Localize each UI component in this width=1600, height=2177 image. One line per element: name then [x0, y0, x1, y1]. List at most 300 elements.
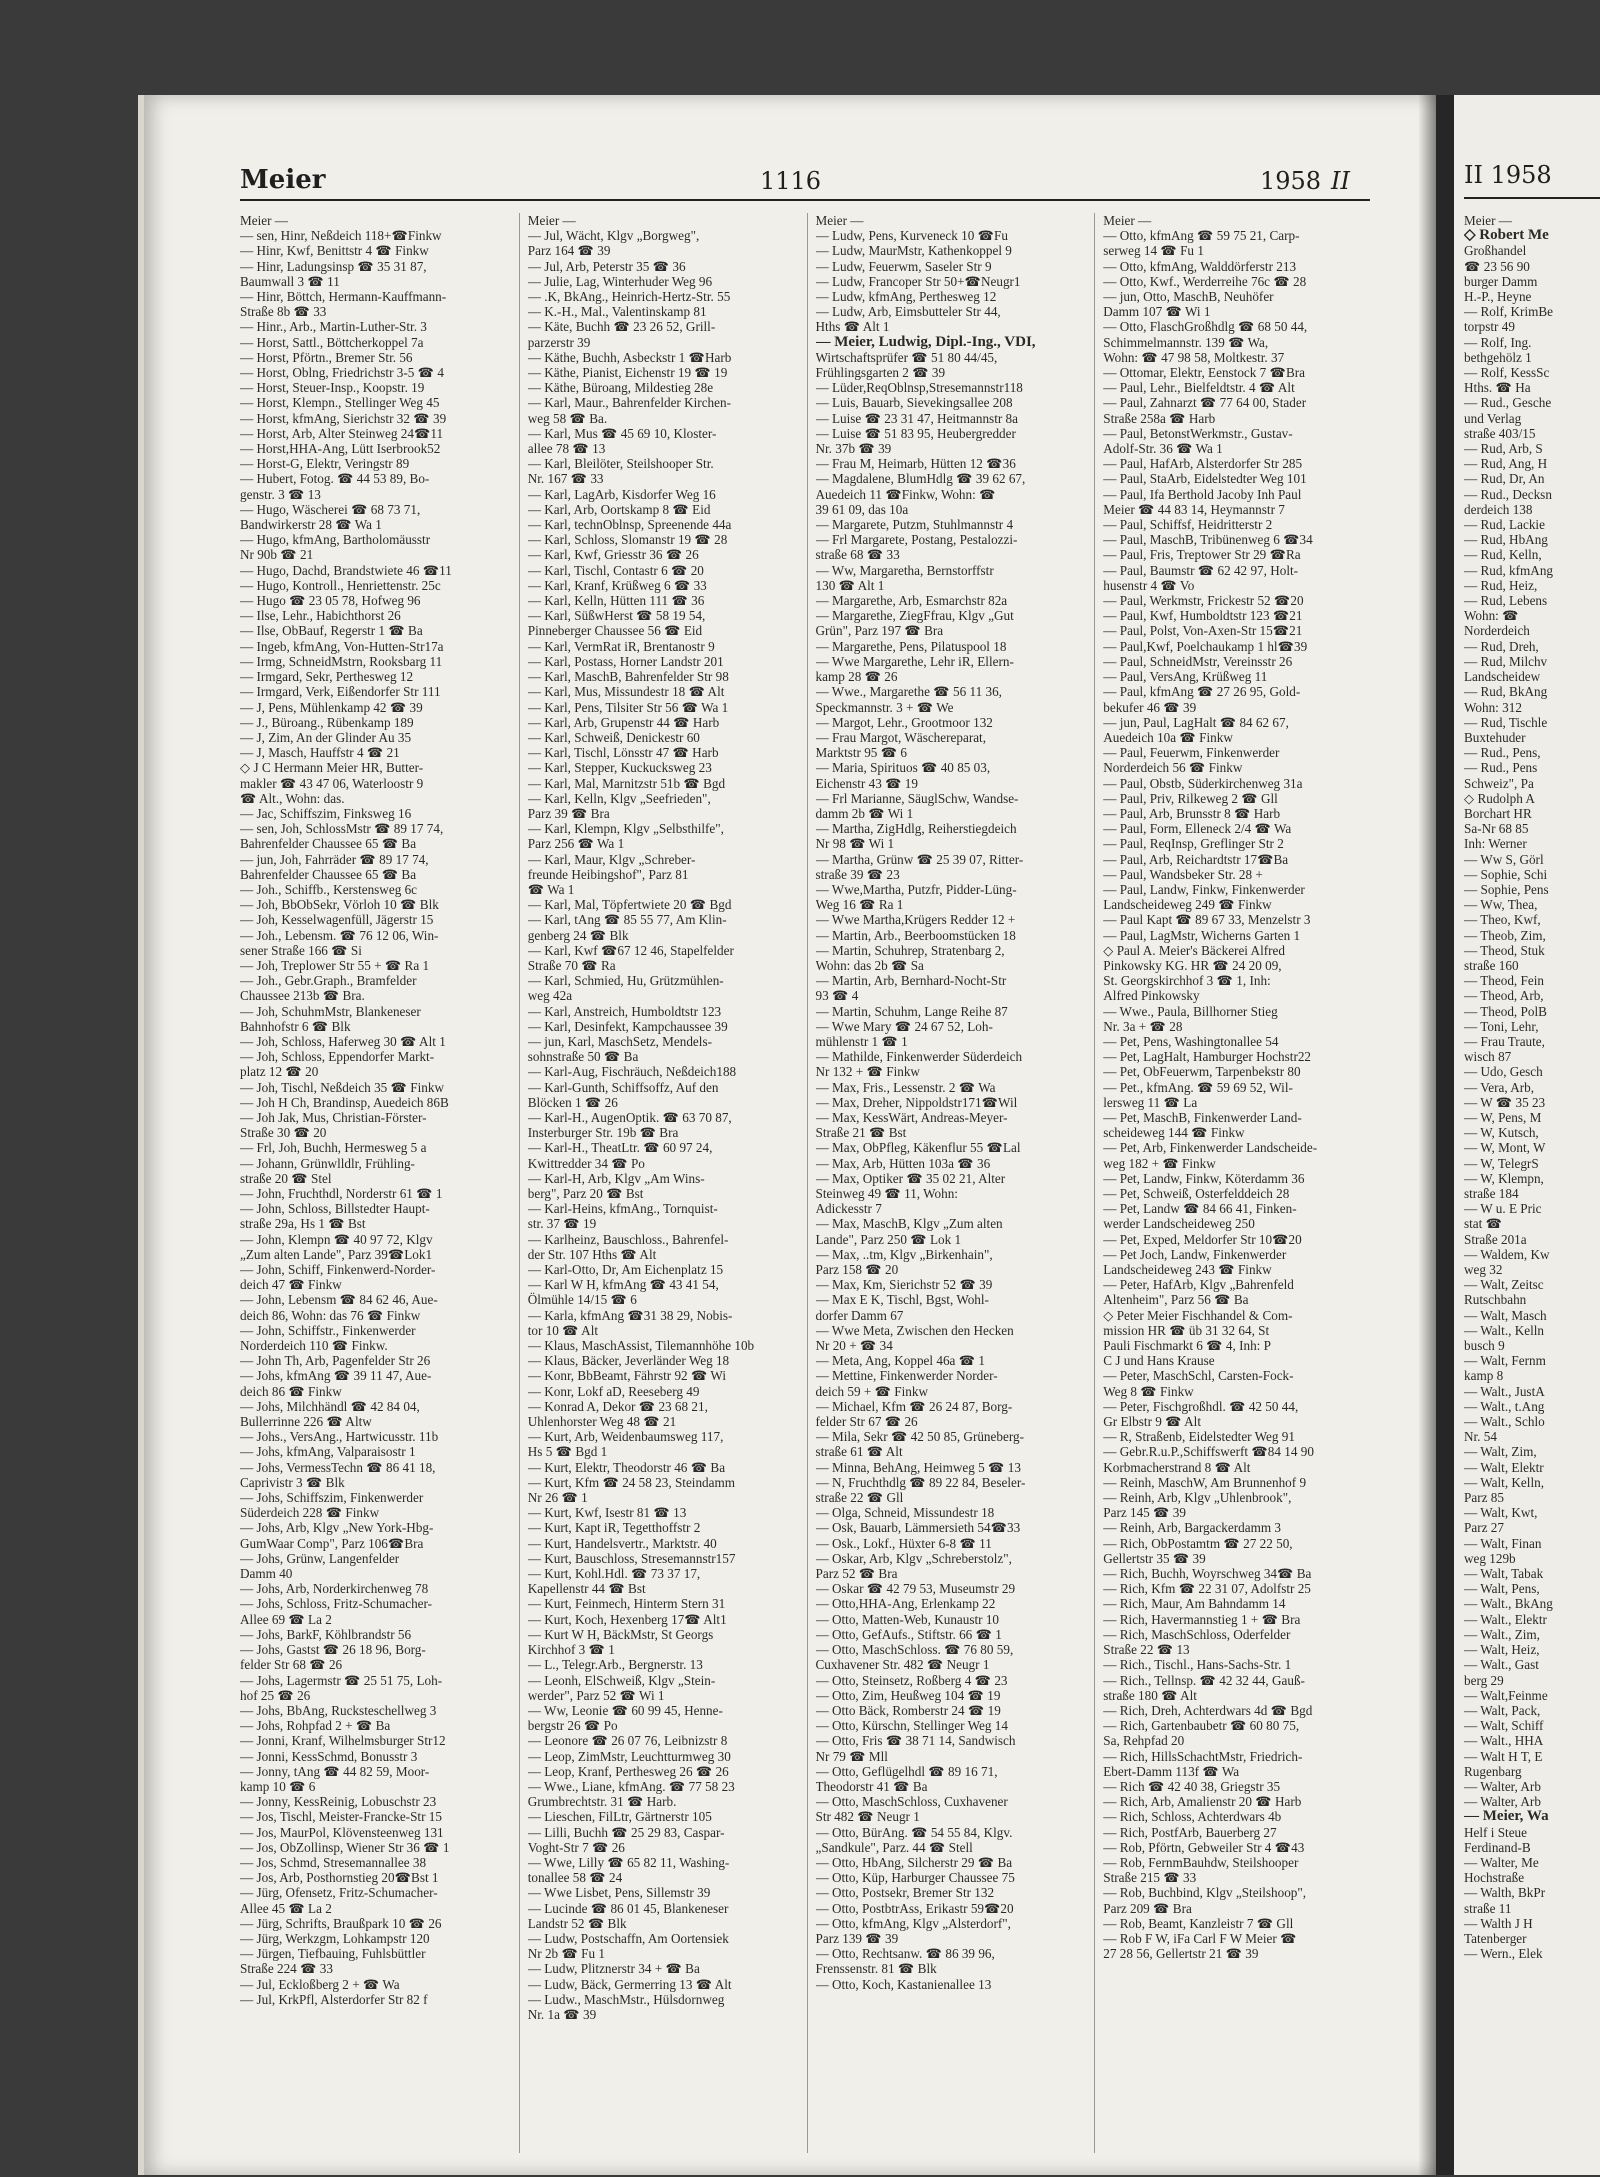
directory-entry-line: — Hinr, Kwf, Benittstr 4 ☎ Finkw [240, 243, 429, 259]
directory-entry-line: Altenheim", Parz 56 ☎ Ba [1103, 1292, 1249, 1308]
directory-entry-line: — Karl, Schmied, Hu, Grützmühlen- [527, 973, 724, 989]
directory-entry-line: — Kurt, Kwf, Isestr 81 ☎ 13 [527, 1505, 687, 1521]
directory-entry-line: weg 58 ☎ Ba. [527, 410, 608, 426]
directory-entry-line: — Rud, Arb, S [1464, 441, 1543, 457]
directory-entry-line: — Wwe Mary ☎ 24 67 52, Loh- [815, 1018, 993, 1034]
directory-entry-line: Straße 224 ☎ 33 [240, 1961, 333, 1977]
page-header [240, 159, 1370, 201]
directory-entry-line: Insterburger Str. 19b ☎ Bra [527, 1125, 679, 1141]
directory-entry-line: Marktstr 95 ☎ 6 [815, 745, 908, 761]
directory-entry-line: Nr. 37b ☎ 39 [815, 441, 892, 457]
directory-entry-line: deich 59 + ☎ Finkw [815, 1383, 929, 1399]
directory-entry-line: — Wwe., Margarethe ☎ 56 11 36, [815, 684, 1002, 700]
directory-entry-line: — Joh, SchuhmMstr, Blankeneser [240, 1003, 421, 1019]
directory-entry-line: — Rich, ObPostamtm ☎ 27 22 50, [1103, 1535, 1293, 1551]
directory-entry-line: ◇ Paul A. Meier's Bäckerei Alfred [1103, 942, 1285, 958]
directory-entry-line: — Rud, BkAng [1464, 684, 1548, 700]
directory-entry-line: — Theod, Stuk [1464, 942, 1545, 958]
directory-entry-line: deich 47 ☎ Finkw [240, 1277, 342, 1293]
directory-entry-line: — Konr, Lokf aD, Reeseberg 49 [527, 1383, 700, 1399]
column-3 [808, 213, 1096, 2153]
directory-entry-line: straße 29a, Hs 1 ☎ Bst [240, 1216, 366, 1232]
directory-entry-line: Wohn: ☎ [1464, 608, 1519, 624]
directory-entry-line: — Karla, kfmAng ☎31 38 29, Nobis- [527, 1307, 733, 1323]
directory-entry-line: — Martin, Schuhm, Lange Reihe 87 [815, 1003, 1008, 1019]
directory-entry-line: werder", Parz 52 ☎ Wi 1 [527, 1687, 665, 1703]
directory-entry-line: — Horst, Sattl., Böttcherkoppel 7a [240, 334, 424, 350]
directory-entry-line: — Ludw, Plitznerstr 34 + ☎ Ba [527, 1961, 700, 1977]
directory-entry-line: — Margarete, Putzm, Stuhlmannstr 4 [815, 517, 1014, 533]
directory-entry-line: — Walt, Fernm [1464, 1353, 1546, 1369]
directory-entry-line: Parz 85 [1464, 1490, 1504, 1506]
directory-entry-line: — Kurt, Kfm ☎ 24 58 23, Steindamm [527, 1474, 736, 1490]
directory-entry-line: — Ludw, Feuerwm, Saseler Str 9 [815, 258, 992, 274]
directory-entry-line: — Luis, Bauarb, Sievekingsallee 208 [815, 395, 1013, 411]
directory-entry-line: — Max, KessWärt, Andreas-Meyer- [815, 1109, 1008, 1125]
directory-entry-line: — Wern., Elek [1464, 1946, 1543, 1962]
directory-entry-line: — Paul, Landw, Finkw, Finkenwerder [1103, 881, 1305, 897]
directory-entry-line: straße 68 ☎ 33 [815, 547, 900, 563]
directory-entry-line: — Karl, Bleilöter, Steilshooper Str. [527, 456, 714, 472]
directory-entry-line: ☎ Wa 1 [527, 881, 575, 897]
directory-entry-line: — Karl-Heins, kfmAng., Tornquist- [527, 1201, 718, 1217]
right-page-header: II 1958 [1464, 161, 1600, 199]
directory-entry-line: straße 180 ☎ Alt [1103, 1687, 1197, 1703]
directory-entry-line: Hths. ☎ Ha [1464, 380, 1531, 396]
directory-entry-line: Wohn: 312 [1464, 699, 1522, 715]
directory-entry-line: — Käthe, Büroang, Mildestieg 28e [527, 380, 714, 396]
directory-entry-line: — Karl, VermRat iR, Brentanostr 9 [527, 638, 715, 654]
directory-entry-line: — Ww, Margaretha, Bernstorffstr [815, 562, 994, 578]
directory-entry-line: — Jonny, KessReinig, Lobuschstr 23 [240, 1794, 437, 1810]
directory-entry-line: — Johs., VersAng., Hartwicusstr. 11b [240, 1429, 439, 1445]
directory-entry-line: — Hugo ☎ 23 05 78, Hofweg 96 [240, 593, 421, 609]
directory-entry-line: genstr. 3 ☎ 13 [240, 486, 321, 502]
directory-entry-line: — Irmg, SchneidMstrn, Rooksbarg 11 [240, 653, 443, 669]
directory-entry-line: Straße 22 ☎ 13 [1103, 1642, 1190, 1658]
directory-entry-line: Nr. 54 [1464, 1429, 1497, 1445]
directory-entry-line: — Karl, Klempn, Klgv „Selbsthilfe", [527, 821, 724, 837]
directory-entry-line: straße 39 ☎ 23 [815, 866, 900, 882]
directory-entry-line: — jun, Karl, MaschSetz, Mendels- [527, 1033, 712, 1049]
directory-entry-line: — Joh, Schloss, Eppendorfer Markt- [240, 1049, 435, 1065]
directory-entry-line: — N, Fruchthdlg ☎ 89 22 84, Beseler- [815, 1474, 1026, 1490]
directory-entry-line: Gellertstr 35 ☎ 39 [1103, 1550, 1206, 1566]
directory-entry-line: — Jul, Arb, Peterstr 35 ☎ 36 [527, 258, 686, 274]
directory-entry-line: — J., Büroang., Rübenkamp 189 [240, 714, 414, 730]
directory-entry-line: — Rob, Buchbind, Klgv „Steilshoop", [1103, 1885, 1307, 1901]
directory-entry-line: — Johs, BarkF, Köhlbrandstr 56 [240, 1626, 412, 1642]
directory-entry-line: — Rob, FernmBauhdw, Steilshooper [1103, 1854, 1299, 1870]
directory-entry-line: — Waldem, Kw [1464, 1246, 1550, 1262]
directory-entry-line: kamp 28 ☎ 26 [815, 669, 898, 685]
directory-entry-line: — Walt, Finan [1464, 1535, 1542, 1551]
directory-entry-line: berg 29 [1464, 1672, 1504, 1688]
directory-entry-line: busch 9 [1464, 1338, 1505, 1354]
directory-entry-line: — Martin, Schuhrep, Stratenbarg 2, [815, 942, 1005, 958]
directory-entry-line: — Joh H Ch, Brandinsp, Auedeich 86B [240, 1094, 449, 1110]
directory-entry-line: — Paul, Schiffsf, Heidritterstr 2 [1103, 517, 1273, 533]
directory-entry-line: — Jos, Schmd, Stresemannallee 38 [240, 1854, 427, 1870]
directory-entry-line: — Rud, Milchv [1464, 653, 1548, 669]
directory-entry-line: — Ludw, Bäck, Germerring 13 ☎ Alt [527, 1976, 732, 1992]
directory-entry-line: — Rich, Dreh, Achterdwars 4d ☎ Bgd [1103, 1702, 1313, 1718]
directory-entry-line: straße 160 [1464, 957, 1519, 973]
directory-entry-line: Nr 90b ☎ 21 [240, 547, 314, 563]
directory-entry-line: — Rich, Gartenbaubetr ☎ 60 80 75, [1103, 1718, 1300, 1734]
directory-entry-line: weg 129b [1464, 1550, 1516, 1566]
directory-entry-line: — Johs, Schloss, Fritz-Schumacher- [240, 1596, 433, 1612]
directory-entry-line: — Max, Dreher, Nippoldstr171☎Wil [815, 1094, 1018, 1110]
directory-entry-line: Voght-Str 7 ☎ 26 [527, 1839, 625, 1855]
directory-entry-line: — Pet, Pens, Washingtonallee 54 [1103, 1033, 1279, 1049]
directory-entry-line: Meier — [1103, 213, 1152, 228]
directory-entry-line: — Frau Traute, [1464, 1033, 1545, 1049]
directory-entry-line: — Kurt W H, BäckMstr, St Georgs [527, 1626, 714, 1642]
directory-entry-line: straße 22 ☎ Gll [815, 1490, 904, 1506]
directory-entry-line: deich 86 ☎ Finkw [240, 1383, 342, 1399]
directory-entry-line: — Rich, Kfm ☎ 22 31 07, Adolfstr 25 [1103, 1581, 1311, 1597]
directory-entry-line: — Rich ☎ 42 40 38, Griegstr 35 [1103, 1778, 1281, 1794]
directory-entry-line: — Max, ObPfleg, Käkenflur 55 ☎Lal [815, 1140, 1021, 1156]
directory-entry-line: — Otto, GefAufs., Stiftstr. 66 ☎ 1 [815, 1626, 1002, 1642]
directory-entry-line: — Leonh, ElSchweiß, Klgv „Stein- [527, 1672, 716, 1688]
directory-entry-line: Straße 21 ☎ Bst [815, 1125, 907, 1141]
directory-entry-line: — Karl, Arb, Oortskamp 8 ☎ Eid [527, 501, 711, 517]
directory-entry-line: Ferdinand-B [1464, 1839, 1531, 1855]
directory-entry-line: — Karl, Mal, Marnitzstr 51b ☎ Bgd [527, 775, 726, 791]
directory-entry-line: 27 28 56, Gellertstr 21 ☎ 39 [1103, 1946, 1259, 1962]
directory-entry-line: kamp 10 ☎ 6 [240, 1778, 316, 1794]
directory-entry-line: — Rud, kfmAng [1464, 562, 1554, 578]
directory-entry-line: Adolf-Str. 36 ☎ Wa 1 [1103, 441, 1223, 457]
directory-entry-line: — Ludw, kfmAng, Perthesweg 12 [815, 289, 997, 305]
directory-entry-line: — jun, Joh, Fahrräder ☎ 89 17 74, [240, 851, 429, 867]
directory-entry-line: — John, Schiffstr., Finkenwerder [240, 1322, 416, 1338]
directory-entry-line: — Karl, Mal, Töpfertwiete 20 ☎ Bgd [527, 897, 732, 913]
directory-entry-line: Bandwirkerstr 28 ☎ Wa 1 [240, 517, 382, 533]
directory-entry-line: straße 403/15 [1464, 425, 1536, 441]
directory-entry-line: — Paul, Form, Elleneck 2/4 ☎ Wa [1103, 821, 1292, 837]
directory-entry-line: — Karl, Kwf, Griesstr 36 ☎ 26 [527, 547, 699, 563]
directory-entry-line: Allee 69 ☎ La 2 [240, 1611, 332, 1627]
directory-entry-line: — Paul, Lehr., Bielfeldtstr. 4 ☎ Alt [1103, 380, 1295, 396]
year-value: 1958 [1259, 167, 1322, 195]
directory-entry-line: — Otto, HbAng, Silcherstr 29 ☎ Ba [815, 1854, 1013, 1870]
directory-entry-line: — Pet, Schweiß, Osterfelddeich 28 [1103, 1186, 1290, 1201]
directory-entry-line: — Hinr., Arb., Martin-Luther-Str. 3 [240, 319, 427, 335]
directory-entry-line: Hths ☎ Alt 1 [815, 319, 890, 335]
directory-entry-line: — Walt., Elektr [1464, 1611, 1547, 1627]
directory-entry-line: — Theod, Arb, [1464, 988, 1544, 1004]
directory-entry-line: — Paul, BetonstWerkmstr., Gustav- [1103, 425, 1293, 441]
directory-entry-line: — Joh., Schiffb., Kerstensweg 6c [240, 881, 418, 897]
directory-entry-line: — Pet, MaschB, Finkenwerder Land- [1103, 1109, 1302, 1125]
directory-entry-line: — Paul, Baumstr ☎ 62 42 97, Holt- [1103, 562, 1299, 578]
directory-entry-line: Parz 139 ☎ 39 [815, 1930, 899, 1946]
directory-entry-line: — Jonni, KessSchmd, Bonusstr 3 [240, 1748, 418, 1764]
directory-entry-line: Caprivistr 3 ☎ Blk [240, 1474, 345, 1490]
directory-entry-line: Buxtehuder [1464, 729, 1526, 745]
directory-entry-line: Parz 27 [1464, 1520, 1504, 1536]
directory-entry-line: Hochstraße [1464, 1870, 1525, 1886]
directory-entry-line: — Otto, MaschSchloss, Cuxhavener [815, 1794, 1008, 1810]
header-surname: Meier [240, 165, 326, 195]
directory-entry-line: — Walt, Schiff [1464, 1718, 1544, 1734]
directory-entry-line: und Verlag [1464, 410, 1522, 426]
directory-entry-line: — Käthe, Pianist, Eichenstr 19 ☎ 19 [527, 365, 728, 381]
directory-entry-line: — Paul, Ifa Berthold Jacoby Inh Paul [1103, 486, 1302, 502]
directory-entry-line: lersweg 11 ☎ La [1103, 1094, 1198, 1110]
directory-entry-line: Meier — [240, 213, 288, 228]
directory-entry-line: Frühlingsgarten 2 ☎ 39 [815, 365, 946, 381]
directory-entry-line: — Paul, kfmAng ☎ 27 26 95, Gold- [1103, 684, 1301, 700]
directory-entry-line: Rugenbarg [1464, 1763, 1522, 1779]
directory-entry-line: — Rud, Dreh, [1464, 638, 1539, 654]
directory-entry-line: Damm 107 ☎ Wi 1 [1103, 304, 1211, 320]
directory-entry-line: — Joh., Lebensm. ☎ 76 12 06, Win- [240, 927, 439, 943]
directory-entry-line: — Karl, technOblnsp, Spreenende 44a [527, 517, 732, 533]
directory-entry-line: — Minna, BehAng, Heimweg 5 ☎ 13 [815, 1459, 1021, 1475]
directory-entry-line: Parz 39 ☎ Bra [527, 805, 610, 821]
directory-entry-line: — Paul,Kwf, Poelchaukamp 1 hl☎39 [1103, 638, 1308, 654]
directory-entry-line: — Max, Km, Sierichstr 52 ☎ 39 [815, 1277, 993, 1293]
directory-entry-line: platz 12 ☎ 20 [240, 1064, 319, 1080]
directory-entry-line: Straße 215 ☎ 33 [1103, 1870, 1197, 1886]
directory-entry-line: Meier — [815, 213, 864, 228]
directory-entry-line: Helf i Steue [1464, 1824, 1527, 1840]
directory-entry-line: — Paul, Arb, Brunsstr 8 ☎ Harb [1103, 805, 1281, 821]
directory-entry-line: — Karl, LagArb, Kisdorfer Weg 16 [527, 486, 716, 502]
directory-entry-line: deich 86, Wohn: das 76 ☎ Finkw [240, 1307, 421, 1323]
directory-entry-line: Grumbrechtstr. 31 ☎ Harb. [527, 1794, 677, 1810]
directory-entry-line: — Ilse, Lehr., Habichthorst 26 [240, 608, 401, 624]
directory-entry-line: — Paul, Arb, Reichardtstr 17☎Ba [1103, 851, 1289, 867]
directory-entry-line: — Karl-H., AugenOptik. ☎ 63 70 87, [527, 1109, 732, 1125]
directory-entry-line: — .K, BkAng., Heinrich-Hertz-Str. 55 [527, 289, 731, 305]
directory-entry-line: — Lieschen, FilLtr, Gärtnerstr 105 [527, 1809, 712, 1825]
directory-entry-line: felder Str 68 ☎ 26 [240, 1657, 343, 1673]
directory-entry-line: — Rolf, Ing. [1464, 334, 1532, 350]
directory-entry-line: — Leop, Kranf, Perthesweg 26 ☎ 26 [527, 1763, 729, 1779]
directory-entry-line: husenstr 4 ☎ Vo [1103, 577, 1195, 593]
directory-entry-line: Weg 8 ☎ Finkw [1103, 1383, 1194, 1399]
directory-entry-line: — Johs, kfmAng ☎ 39 11 47, Aue- [240, 1368, 432, 1384]
directory-entry-line: — Johs, Rohpfad 2 + ☎ Ba [240, 1718, 391, 1734]
directory-entry-line: — Rud., Pens, [1464, 745, 1541, 761]
directory-entry-line: Meier — [1464, 213, 1512, 228]
directory-entry-line: „Sandkule", Parz. 44 ☎ Stell [815, 1839, 973, 1855]
directory-entry-line: Sa-Nr 68 85 [1464, 821, 1529, 837]
directory-entry-line: straße 11 [1464, 1900, 1512, 1916]
directory-entry-line: — Rud., Gesche [1464, 395, 1552, 411]
directory-entry-line: Damm 40 [240, 1566, 293, 1582]
directory-entry-line: — John, Schiff, Finkenwerd-Norder- [240, 1262, 436, 1278]
directory-entry-line: Schimmelmannstr. 139 ☎ Wa, [1103, 334, 1269, 350]
directory-entry-line: ☎ 23 56 90 [1464, 258, 1530, 274]
directory-entry-line: — Max E K, Tischl, Bgst, Wohl- [815, 1292, 989, 1308]
directory-entry-line: — Osk., Lokf., Hüxter 6-8 ☎ 11 [815, 1535, 992, 1551]
directory-entry-line: — Theo, Kwf, [1464, 912, 1541, 928]
directory-entry-line: — Walt H T, E [1464, 1748, 1543, 1764]
directory-entry-line: — Karlheinz, Bauschloss., Bahrenfel- [527, 1231, 729, 1247]
directory-entry-line: — Rolf, KessSc [1464, 365, 1550, 381]
directory-entry-line: — Karl-Gunth, Schiffsoffz, Auf den [527, 1079, 719, 1095]
directory-entry-line: Korbmacherstrand 8 ☎ Alt [1103, 1459, 1251, 1475]
directory-entry-line: wisch 87 [1464, 1049, 1512, 1065]
header-year [1260, 167, 1350, 195]
directory-entry-line: — Otto, kfmAng, Klgv „Alsterdorf", [815, 1915, 1011, 1931]
directory-entry-line: felder Str 67 ☎ 26 [815, 1414, 918, 1430]
directory-entry-line: — Reinh, Arb, Bargackerdamm 3 [1103, 1520, 1281, 1536]
directory-entry-line: Nr 2b ☎ Fu 1 [527, 1946, 605, 1962]
directory-entry-line: — John, Schloss, Billstedter Haupt- [240, 1201, 430, 1217]
directory-entry-line: Norderdeich 110 ☎ Finkw. [240, 1338, 388, 1354]
directory-entry-line: — Paul, Fris, Treptower Str 29 ☎Ra [1103, 547, 1301, 563]
directory-entry-line: — Horst,HHA-Ang, Lütt Iserbrook52 [240, 441, 441, 457]
directory-entry-line: — Lilli, Buchh ☎ 25 29 83, Caspar- [527, 1824, 725, 1840]
directory-entry-line: Parz 209 ☎ Bra [1103, 1900, 1192, 1916]
directory-entry-line: — Käte, Buchh ☎ 23 26 52, Grill- [527, 319, 716, 335]
directory-entry-line: Pauli Fischmarkt 6 ☎ 4, Inh: P [1103, 1338, 1271, 1354]
directory-entry-line: — Rud, Kelln, [1464, 547, 1542, 563]
directory-entry-line: — John, Lebensm ☎ 84 62 46, Aue- [240, 1292, 438, 1308]
directory-entry-line: Nr. 3a + ☎ 28 [1103, 1018, 1183, 1034]
directory-entry-line: — Karl, Schweiß, Denickestr 60 [527, 729, 700, 745]
directory-entry-line: — Frau M, Heimarb, Hütten 12 ☎36 [815, 456, 1016, 472]
directory-entry-line: — W, TelegrS [1464, 1155, 1539, 1171]
directory-entry-line: — Ilse, ObBauf, Regerstr 1 ☎ Ba [240, 623, 423, 639]
directory-entry-line: Wohn: ☎ 47 98 58, Moltkestr. 37 [1103, 349, 1285, 365]
directory-entry-line: — Paul, Feuerwm, Finkenwerder [1103, 745, 1280, 761]
directory-entry-line: „Zum alten Lande", Parz 39☎Lok1 [240, 1246, 433, 1262]
directory-entry-line: — Klaus, Bäcker, Jeverländer Weg 18 [527, 1353, 730, 1369]
directory-entry-line: — Otto, Steinsetz, Roßberg 4 ☎ 23 [815, 1672, 1008, 1688]
directory-entry-line: — Julie, Lag, Winterhuder Weg 96 [527, 273, 713, 289]
directory-entry-line: Chaussee 213b ☎ Bra. [240, 988, 365, 1004]
directory-entry-line: — Ludw., MaschMstr., Hülsdornweg [527, 1991, 725, 2007]
directory-entry-line: — Karl, Tischl, Contastr 6 ☎ 20 [527, 562, 704, 578]
directory-entry-line: Tatenberger [1464, 1930, 1527, 1946]
directory-entry-line: — Gebr.R.u.P.,Schiffswerft ☎84 14 90 [1103, 1444, 1314, 1460]
directory-entry-line: Straße 201a [1464, 1231, 1527, 1247]
directory-entry-line: Meier — [527, 213, 576, 228]
column-1 [232, 213, 520, 2153]
directory-entry-line: — Rich., Tellnsp. ☎ 42 32 44, Gauß- [1103, 1672, 1305, 1688]
directory-entry-line: — Meier, Ludwig, Dipl.-Ing., VDI, [815, 334, 1036, 350]
directory-entry-line: — Frau Margot, Wäschereparat, [815, 729, 987, 745]
directory-entry-line: — Walt, Pens, [1464, 1581, 1540, 1597]
directory-entry-line: — Jonni, Kranf, Wilhelmsburger Str12 [240, 1733, 446, 1749]
directory-entry-line: — Joh, Schloss, Haferweg 30 ☎ Alt 1 [240, 1033, 446, 1049]
directory-entry-line: — Rob F W, iFa Carl F W Meier ☎ [1103, 1930, 1297, 1946]
directory-entry-line: Straße 70 ☎ Ra [527, 957, 616, 973]
directory-entry-line: — Karl, Stepper, Kuckucksweg 23 [527, 760, 712, 776]
directory-entry-line: Landstr 52 ☎ Blk [527, 1915, 627, 1931]
directory-entry-line: 93 ☎ 4 [815, 988, 859, 1004]
directory-entry-line: — Lüder,ReqOblnsp,Stresemannstr118 [815, 380, 1023, 396]
directory-entry-line: — Wwe Meta, Zwischen den Hecken [815, 1322, 1014, 1338]
directory-entry-line: — Jürg, Schrifts, Braußpark 10 ☎ 26 [240, 1915, 442, 1931]
directory-entry-line: — Jos, Arb, Posthornstieg 20☎Bst 1 [240, 1870, 439, 1886]
directory-entry-line: stat ☎ [1464, 1216, 1503, 1232]
directory-entry-line: mission HR ☎ üb 31 32 64, St [1103, 1322, 1270, 1338]
directory-entry-line: Nr 98 ☎ Wi 1 [815, 836, 895, 852]
directory-entry-line: — Joh, Treplower Str 55 + ☎ Ra 1 [240, 957, 430, 973]
directory-entry-line: — Paul, HafArb, Alsterdorfer Str 285 [1103, 456, 1303, 472]
directory-entry-line: — Ludw, Postschaffn, Am Oortensiek [527, 1930, 729, 1946]
directory-entry-line: Alfred Pinkowsky [1103, 988, 1200, 1004]
directory-entry-line: — Otto, Geflügelhdl ☎ 89 16 71, [815, 1763, 998, 1779]
directory-entry-line: genberg 24 ☎ Blk [527, 927, 629, 943]
directory-entry-line: — Rud., Pens [1464, 760, 1538, 776]
directory-entry-line: Landscheideweg 243 ☎ Finkw [1103, 1262, 1272, 1278]
directory-entry-line: Ölmühle 14/15 ☎ 6 [527, 1292, 637, 1308]
directory-entry-line: — Horst, Klempn., Stellinger Weg 45 [240, 395, 440, 411]
directory-entry-line: — Walt., Schlo [1464, 1414, 1545, 1430]
directory-entry-line: Parz 256 ☎ Wa 1 [527, 836, 625, 852]
directory-entry-line: — R, Straßenb, Eidelstedter Weg 91 [1103, 1429, 1295, 1445]
directory-entry-line: Rutschbahn [1464, 1292, 1527, 1308]
directory-entry-line: Lande", Parz 250 ☎ Lok 1 [815, 1231, 962, 1247]
directory-entry-line: Auedeich 10a ☎ Finkw [1103, 729, 1233, 745]
directory-entry-line: — sen, Joh, SchlossMstr ☎ 89 17 74, [240, 821, 444, 837]
directory-entry-line: — J, Pens, Mühlenkamp 42 ☎ 39 [240, 699, 423, 715]
directory-entry-line: — Konr, BbBeamt, Fährstr 92 ☎ Wi [527, 1368, 727, 1384]
directory-entry-line: werder Landscheideweg 250 [1103, 1216, 1255, 1232]
directory-entry-line: — Rud, Tischle [1464, 714, 1548, 730]
directory-entry-line: Uhlenhorster Weg 48 ☎ 21 [527, 1414, 677, 1430]
directory-entry-line: — Johs, Grünw, Langenfelder [240, 1550, 400, 1566]
column-4 [1095, 213, 1382, 2153]
directory-entry-line: — Martha, Grünw ☎ 25 39 07, Ritter- [815, 851, 1024, 867]
directory-entry-line: Nr 26 ☎ 1 [527, 1490, 588, 1506]
directory-entry-line: — Hugo, Dachd, Brandstwiete 46 ☎11 [240, 562, 452, 578]
directory-entry-line: Kirchhof 3 ☎ 1 [527, 1642, 615, 1658]
directory-entry-line: — Wwe., Paula, Billhorner Stieg [1103, 1003, 1278, 1019]
directory-entry-line: — Rolf, KrimBe [1464, 304, 1554, 320]
directory-entry-line: — Rich, Havermannstieg 1 + ☎ Bra [1103, 1611, 1301, 1627]
directory-entry-line: — Reinh, Arb, Klgv „Uhlenbrook", [1103, 1490, 1292, 1506]
directory-entry-line: bethgehölz 1 [1464, 349, 1532, 365]
directory-entry-line: Theodorstr 41 ☎ Ba [815, 1778, 928, 1794]
directory-entry-line: Inh: Werner [1464, 836, 1527, 852]
directory-entry-line: Parz 158 ☎ 20 [815, 1262, 899, 1278]
directory-entry-line: — Rud, HbAng [1464, 532, 1548, 548]
directory-entry-line: Weg 16 ☎ Ra 1 [815, 897, 904, 913]
directory-entry-line: Hs 5 ☎ Bgd 1 [527, 1444, 608, 1460]
directory-entry-line: — Wwe, Lilly ☎ 65 82 11, Washing- [527, 1854, 730, 1870]
directory-entry-line: — Theob, Zim, [1464, 927, 1546, 943]
directory-entry-line: Süderdeich 228 ☎ Finkw [240, 1505, 380, 1521]
directory-entry-line: — Paul, Wandsbeker Str. 28 + [1103, 866, 1263, 882]
directory-entry-line: — Walt., t.Ang [1464, 1398, 1545, 1414]
directory-entry-line: — Rud, Dr, An [1464, 471, 1545, 487]
directory-entry-line: — Ottomar, Elektr, Eenstock 7 ☎Bra [1103, 365, 1306, 381]
directory-entry-line: — Martin, Arb., Beerboomstücken 18 [815, 927, 1016, 943]
directory-entry-line: — J, Masch, Hauffstr 4 ☎ 21 [240, 745, 400, 761]
directory-entry-line: freunde Heibingshof", Parz 81 [527, 866, 689, 882]
directory-entry-line: — Kurt, Arb, Weidenbaumsweg 117, [527, 1429, 724, 1445]
directory-entry-line: Nr 132 + ☎ Finkw [815, 1064, 920, 1080]
directory-entry-line: — Kurt, Handelsvertr., Marktstr. 40 [527, 1535, 717, 1551]
directory-entry-line: straße 184 [1464, 1186, 1519, 1201]
directory-entry-line: — Wwe Margarethe, Lehr iR, Ellern- [815, 653, 1014, 669]
directory-entry-line: ◇ Peter Meier Fischhandel & Com- [1103, 1307, 1293, 1323]
directory-entry-line: — Paul, StaArb, Eidelstedter Weg 101 [1103, 471, 1307, 487]
directory-entry-line: — Wwe,Martha, Putzfr, Pidder-Lüng- [815, 881, 1017, 897]
directory-entry-line: — Rich, Arb, Amalienstr 20 ☎ Harb [1103, 1794, 1302, 1810]
